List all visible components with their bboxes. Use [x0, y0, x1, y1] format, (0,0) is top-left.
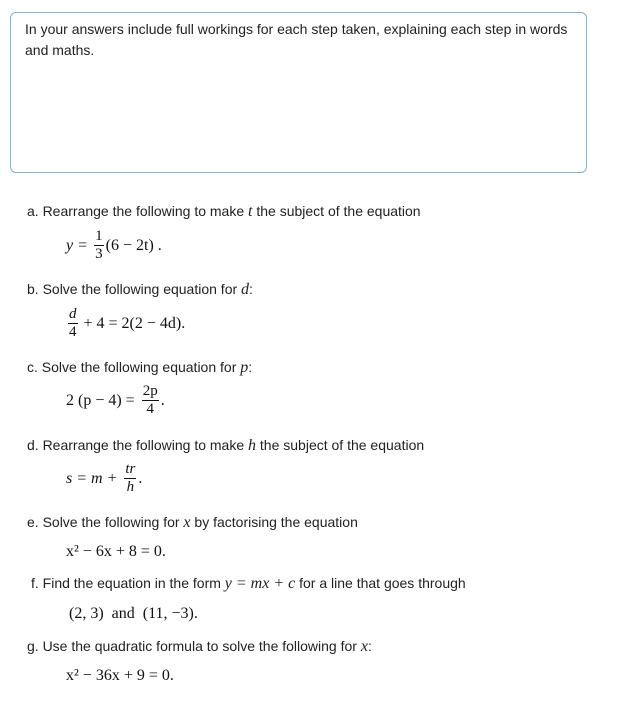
question-a-text: a. Rearrange the following to make t the subject of the equation: [27, 203, 421, 220]
question-d-equation: s = m + $\frac{tr}{h}$ .: [66, 461, 143, 495]
question-g-equation: x² − 36x + 9 = 0.: [66, 667, 174, 684]
question-a-equation: y = $\frac{1}{3}$ (6 − 2t) .: [66, 228, 162, 262]
question-b-text: b. Solve the following equation for d:: [27, 281, 253, 298]
question-c-text: c. Solve the following equation for p:: [27, 359, 253, 376]
fraction: $\frac{1}{3}$: [95, 228, 103, 262]
fraction: $\frac{d}{4}$: [69, 306, 77, 340]
fraction: $\frac{2p}{4}$: [142, 383, 158, 417]
question-f-text: f. Find the equation in the form y = mx + c for a line that goes through: [31, 575, 466, 592]
question-c-equation: 2 (p − 4) = $\frac{2p}{4}$ .: [66, 383, 165, 417]
answer-textarea[interactable]: [10, 12, 587, 173]
question-g-text: g. Use the quadratic formula to solve the following for x:: [27, 638, 372, 655]
question-d-text: d. Rearrange the following to make h the subject of the equation: [27, 437, 425, 454]
answer-instructions: In your answers include full workings for each step taken, explaining each step in words and maths.: [25, 21, 568, 58]
question-e-equation: x² − 6x + 8 = 0.: [66, 543, 166, 560]
fraction: $\frac{tr}{h}$: [125, 461, 136, 495]
question-b-equation: $\frac{d}{4}$ + 4 = 2(2 − 4d).: [69, 306, 186, 340]
question-f-points: (2, 3) and (11, −3).: [69, 605, 198, 622]
question-e-text: e. Solve the following for x by factorising the equation: [27, 514, 358, 531]
